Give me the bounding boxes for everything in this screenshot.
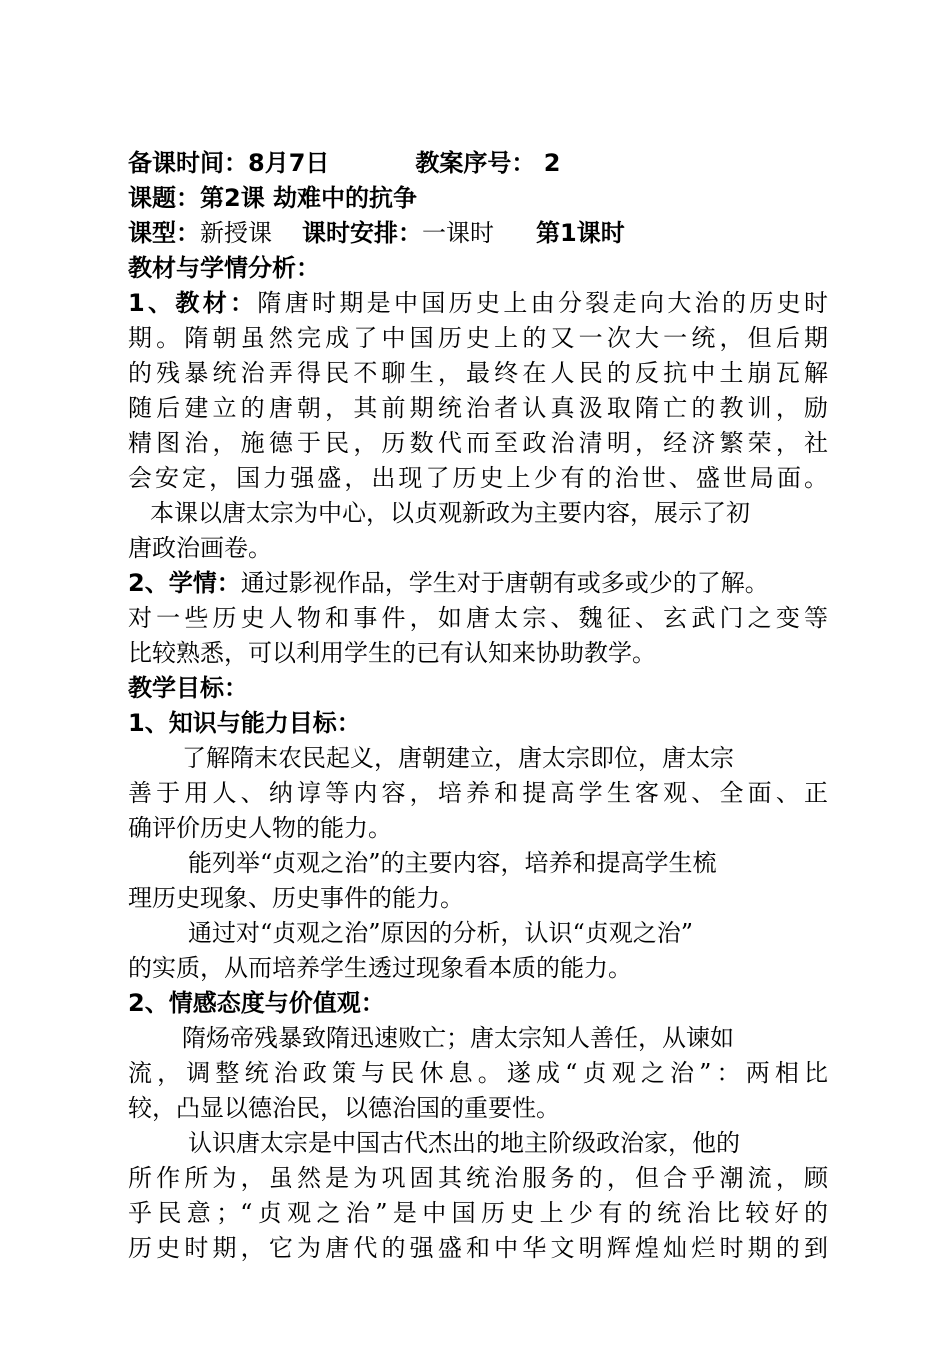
lesson-plan-page xyxy=(128,146,828,1266)
emotion-line-5: 乎民意；“贞观之治”是中国历史上少有的统治比较好的 xyxy=(128,1199,828,1227)
material-line-7: 唐政治画卷。 xyxy=(128,534,272,562)
schedule-value: 一课时 xyxy=(422,219,494,247)
topic-line xyxy=(128,181,828,216)
lesson-type-label: 课型： xyxy=(128,219,200,247)
period-value: 第1课时 xyxy=(536,219,625,247)
material-line-3: 随后建立的唐朝，其前期统治者认真汲取隋亡的教训，励 xyxy=(128,394,828,422)
knowledge-line-4: 理历史现象、历史事件的能力。 xyxy=(128,884,464,912)
emotion-line-4: 所作所为，虽然是为巩固其统治服务的，但合乎潮流，顾 xyxy=(128,1164,828,1192)
knowledge-heading: 1、知识与能力目标： xyxy=(128,709,361,737)
material-line-4: 精图治，施德于民，历数代而至政治清明，经济繁荣，社 xyxy=(128,429,828,457)
topic-value: 第2课 劫难中的抗争 xyxy=(200,184,418,212)
lesson-type-line xyxy=(128,216,828,251)
plan-number-label: 教案序号： xyxy=(415,149,536,177)
material-line-0: 1、教材：隋唐时期是中国历史上由分裂走向大治的历史时 xyxy=(128,289,828,317)
emotion-line-2: 较，凸显以德治民，以德治国的重要性。 xyxy=(128,1094,560,1122)
emotion-line-3: 认识唐太宗是中国古代杰出的地主阶级政治家，他的 xyxy=(188,1129,740,1157)
schedule-label: 课时安排： xyxy=(302,219,422,247)
knowledge-line-5: 通过对“贞观之治”原因的分析，认识“贞观之治” xyxy=(188,919,694,947)
analysis-heading: 教材与学情分析： xyxy=(128,254,320,282)
emotion-heading: 2、情感态度与价值观： xyxy=(128,989,385,1017)
knowledge-line-1: 善于用人、纳谆等内容，培养和提高学生客观、全面、正 xyxy=(128,779,828,807)
student-line-0: 2、学情：通过影视作品，学生对于唐朝有或多或少的了解。 xyxy=(128,569,769,597)
knowledge-line-0: 了解隋末农民起义，唐朝建立，唐太宗即位，唐太宗 xyxy=(182,744,734,772)
header-line xyxy=(128,146,828,181)
knowledge-line-6: 的实质，从而培养学生透过现象看本质的能力。 xyxy=(128,954,632,982)
plan-number-value: 2 xyxy=(543,149,561,177)
lesson-type-value: 新授课 xyxy=(200,219,272,247)
prep-time-value: 8月7日 xyxy=(248,149,330,177)
material-line-6: 本课以唐太宗为中心，以贞观新政为主要内容，展示了初 xyxy=(150,499,750,527)
material-line-2: 的残暴统治弄得民不聊生，最终在人民的反抗中土崩瓦解 xyxy=(128,359,828,387)
prep-time-label: 备课时间： xyxy=(128,149,248,177)
material-label: 1、教材： xyxy=(128,289,258,317)
student-label: 2、学情： xyxy=(128,569,241,597)
knowledge-line-3: 能列举“贞观之治”的主要内容，培养和提高学生梳 xyxy=(188,849,717,877)
emotion-line-1: 流，调整统治政策与民休息。遂成“贞观之治”：两相比 xyxy=(128,1059,828,1087)
material-line-5: 会安定，国力强盛，出现了历史上少有的治世、盛世局面。 xyxy=(128,464,828,492)
emotion-line-0: 隋炀帝残暴致隋迅速败亡；唐太宗知人善任，从谏如 xyxy=(182,1024,734,1052)
topic-label: 课题： xyxy=(128,184,200,212)
knowledge-line-2: 确评价历史人物的能力。 xyxy=(128,814,392,842)
student-line-1: 对一些历史人物和事件，如唐太宗、魏征、玄武门之变等 xyxy=(128,604,828,632)
goals-heading: 教学目标： xyxy=(128,674,248,702)
material-line-1: 期。隋朝虽然完成了中国历史上的又一次大一统，但后期 xyxy=(128,324,828,352)
emotion-line-6: 历史时期，它为唐代的强盛和中华文明辉煌灿烂时期的到 xyxy=(128,1234,828,1262)
student-line-2: 比较熟悉，可以利用学生的已有认知来协助教学。 xyxy=(128,639,656,667)
